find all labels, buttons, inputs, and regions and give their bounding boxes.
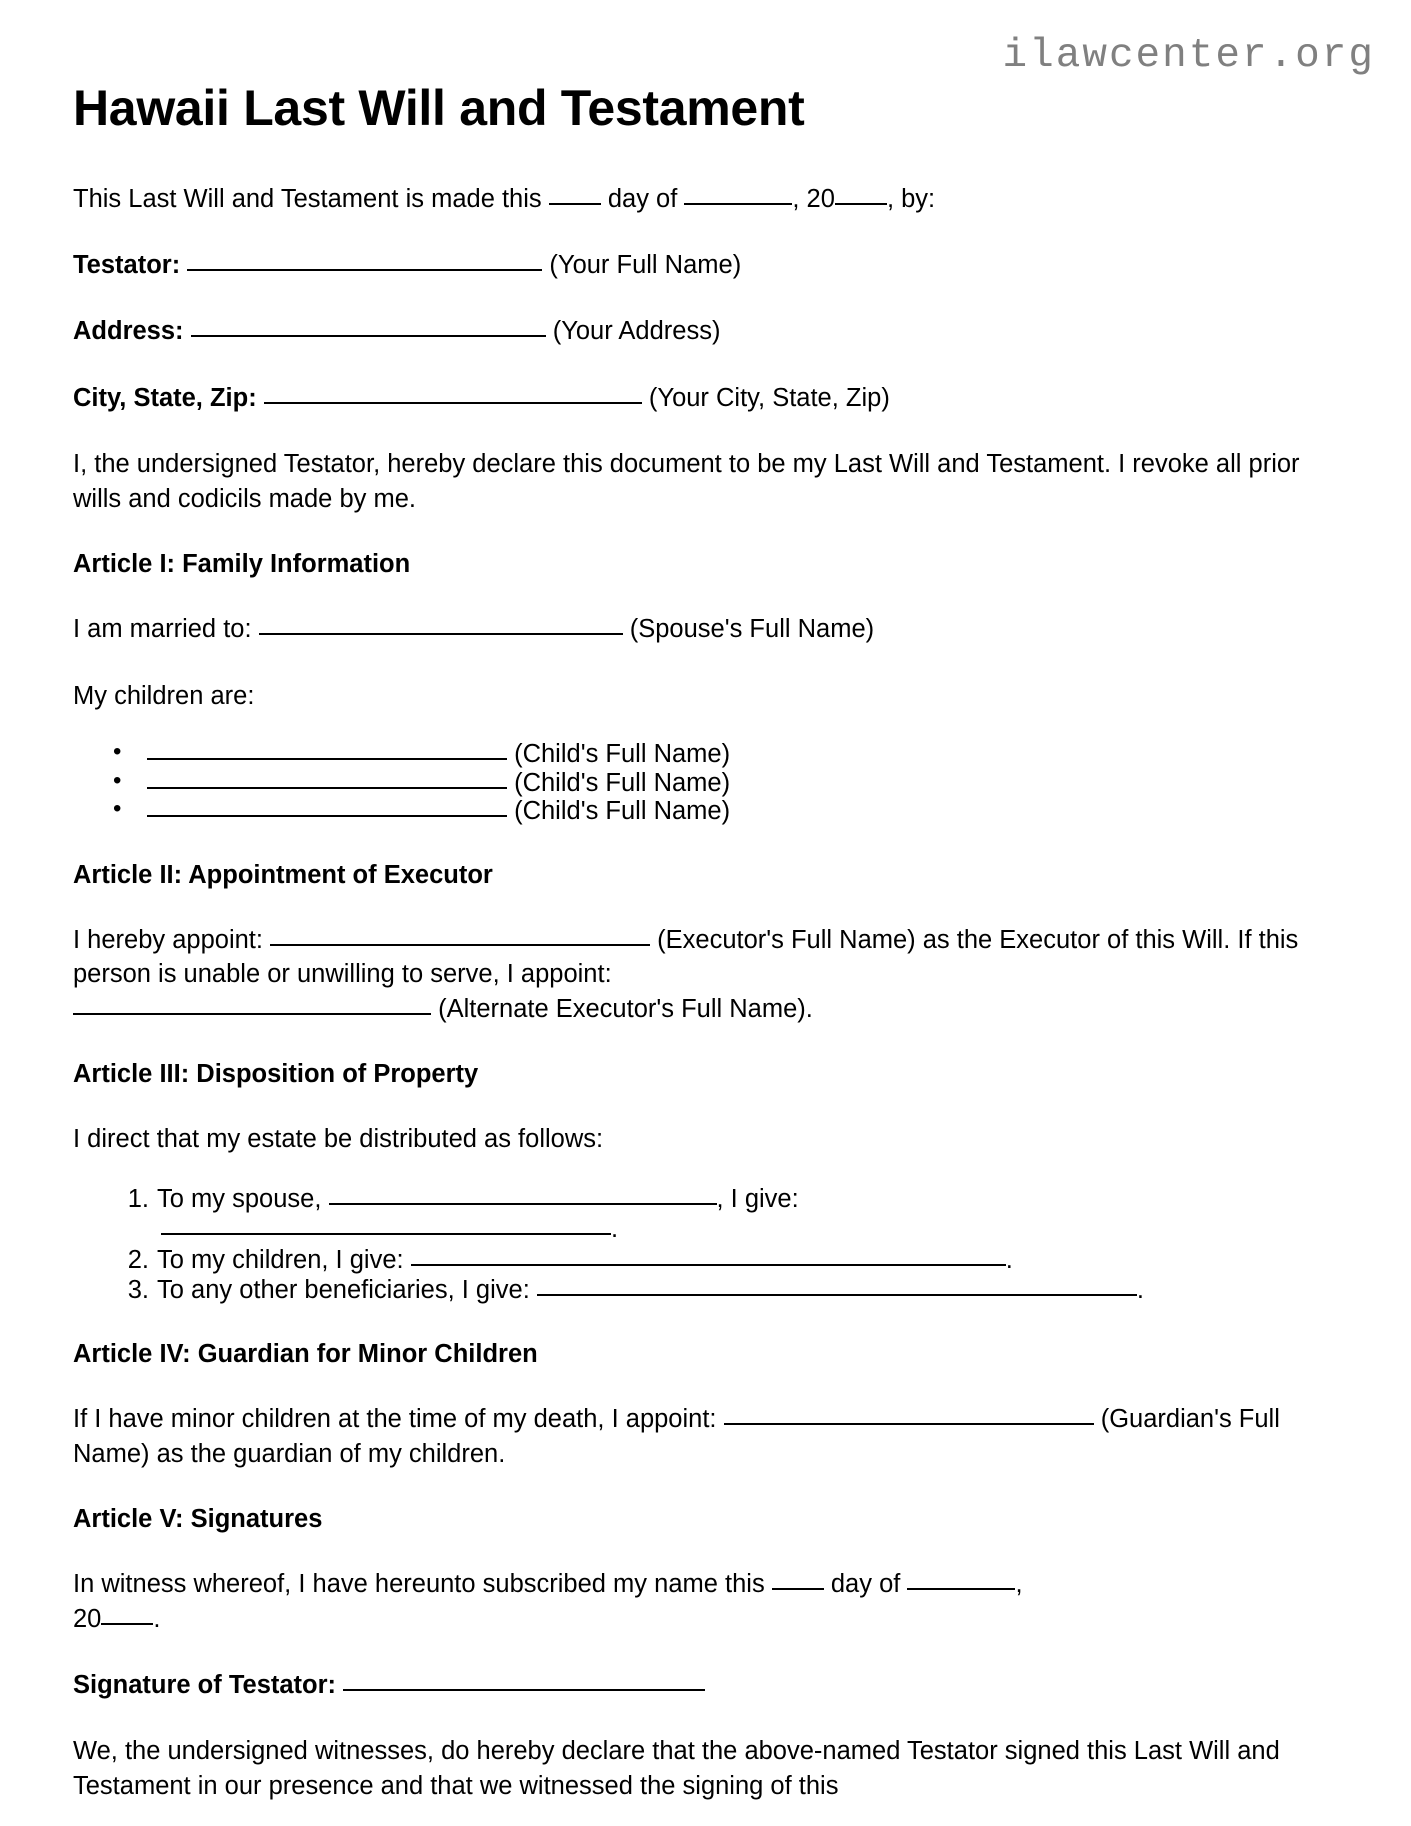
witness-mid-text: day of (830, 1570, 901, 1599)
article-5-heading: Article V: Signatures (73, 1504, 323, 1533)
document-content (73, 80, 1338, 1826)
list-item (113, 1275, 1338, 1306)
guardian-post-text: (Guardian's Full Name) as the guardian of my children. (73, 1405, 1280, 1468)
site-watermark: ilawcenter.org (1002, 33, 1375, 79)
intro-text-part2: day of (607, 184, 678, 213)
day-blank (549, 203, 601, 205)
page-title: Hawaii Last Will and Testament (73, 80, 805, 136)
address-hint: (Your Address) (552, 317, 721, 346)
city-state-zip-blank (264, 402, 642, 404)
executor-hint-text: (Executor's Full Name) as the Executor of this Will. If this person is unable or unwilling to serve, I appoint: (73, 925, 1299, 989)
dispo-1-gift-blank (161, 1233, 611, 1235)
child-1-blank (147, 758, 507, 760)
testator-field-row (73, 248, 1338, 282)
list-item (113, 740, 1338, 769)
witnesses-declaration-paragraph: We, the undersigned witnesses, do hereby declare that the above-named Testator signed this Last Will and Testament in our presence and that we witnessed the signing of this (73, 1737, 1280, 1800)
intro-text-part3: , 20 (792, 184, 835, 213)
month-blank (684, 203, 792, 205)
list-item (113, 769, 1338, 798)
dispo-2-post: . (1005, 1245, 1013, 1274)
dispo-3-gift-blank (537, 1294, 1137, 1296)
executor-appoint-label: I hereby appoint: (73, 925, 263, 954)
alternate-executor-blank (73, 1013, 431, 1015)
signature-of-testator-row (73, 1668, 1338, 1702)
spouse-name-blank (259, 633, 623, 635)
signature-year-blank (101, 1623, 153, 1625)
testator-signature-blank (343, 1689, 705, 1691)
child-3-blank (147, 815, 507, 817)
child-2-hint: (Child's Full Name) (514, 768, 731, 797)
children-list (73, 740, 1338, 826)
intro-paragraph (73, 182, 1338, 216)
witness-end-text: . (153, 1604, 161, 1633)
address-label: Address: (73, 317, 184, 346)
child-1-hint: (Child's Full Name) (514, 740, 731, 769)
alternate-executor-hint: (Alternate Executor's Full Name). (438, 994, 813, 1023)
executor-paragraph (73, 923, 1338, 1026)
dispo-3-pre: To any other beneficiaries, I give: (157, 1276, 530, 1305)
intro-text-part4: , by: (886, 184, 936, 213)
witness-year-prefix: 20 (73, 1604, 102, 1633)
intro-text-part1: This Last Will and Testament is made this (73, 184, 542, 213)
testator-hint: (Your Full Name) (549, 250, 742, 279)
executor-name-blank (270, 944, 650, 946)
spouse-row (73, 612, 1338, 646)
signature-day-blank (772, 1588, 824, 1590)
disposition-intro: I direct that my estate be distributed as follows: (73, 1125, 604, 1154)
testator-blank (187, 269, 542, 271)
disposition-list (73, 1184, 1338, 1306)
dispo-2-gift-blank (411, 1264, 1006, 1266)
article-1-heading: Article I: Family Information (73, 550, 411, 579)
address-blank (191, 335, 546, 337)
signature-month-blank (907, 1588, 1015, 1590)
guardian-paragraph (73, 1402, 1338, 1471)
city-state-zip-label: City, State, Zip: (73, 383, 257, 412)
guardian-pre-text: If I have minor children at the time of my death, I appoint: (73, 1405, 717, 1434)
witness-pre-text: In witness whereof, I have hereunto subscribed my name this (73, 1570, 765, 1599)
dispo-1-pre: To my spouse, (157, 1184, 322, 1213)
list-item (113, 1184, 1338, 1245)
dispo-3-post: . (1136, 1276, 1144, 1305)
spouse-hint: (Spouse's Full Name) (629, 615, 875, 644)
article-4-heading: Article IV: Guardian for Minor Children (73, 1340, 538, 1368)
address-field-row (73, 314, 1338, 348)
list-item (113, 797, 1338, 826)
year-blank (835, 203, 887, 205)
dispo-2-pre: To my children, I give: (157, 1245, 404, 1274)
child-3-hint: (Child's Full Name) (514, 797, 731, 826)
children-intro: My children are: (73, 681, 255, 710)
dispo-1-spouse-blank (329, 1203, 717, 1205)
child-2-blank (147, 787, 507, 789)
article-3-heading: Article III: Disposition of Property (73, 1060, 479, 1089)
city-state-zip-hint: (Your City, State, Zip) (648, 383, 890, 412)
declaration-paragraph: I, the undersigned Testator, hereby declare this document to be my Last Will and Testament. I revoke all prior wills and codicils made by me. (73, 450, 1300, 513)
signature-of-testator-label: Signature of Testator: (73, 1670, 337, 1699)
witness-whereof-paragraph: In witness whereof, I have hereunto subscribed my name this day of , 20 . (73, 1570, 1023, 1633)
guardian-name-blank (724, 1423, 1094, 1425)
dispo-1-post: . (611, 1215, 619, 1244)
dispo-1-continuation (157, 1214, 1338, 1245)
dispo-1-mid: , I give: (716, 1184, 799, 1213)
article-2-heading: Article II: Appointment of Executor (73, 860, 493, 889)
list-item (113, 1245, 1338, 1276)
city-state-zip-field-row (73, 381, 1338, 415)
testator-label: Testator: (73, 250, 181, 279)
married-label: I am married to: (73, 615, 252, 644)
